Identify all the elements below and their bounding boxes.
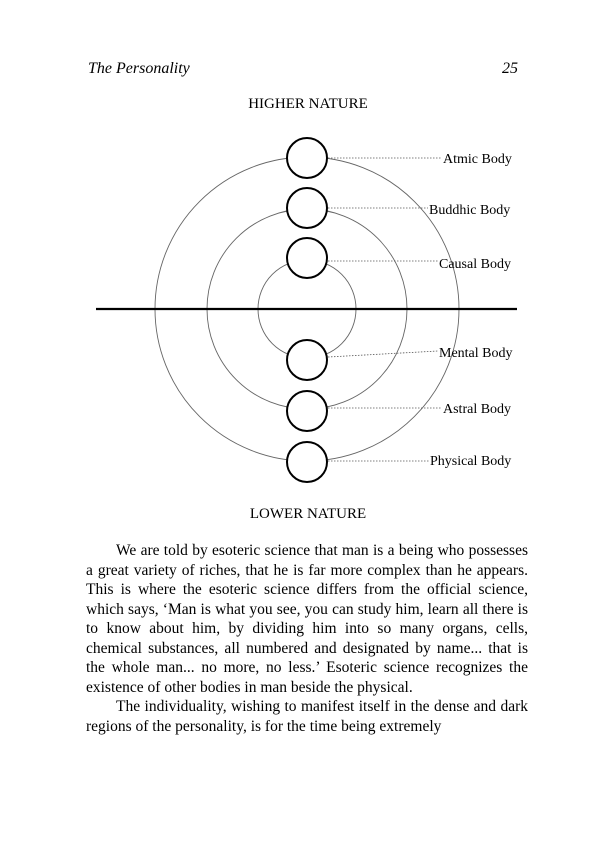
label-causal-body: Causal Body — [439, 257, 511, 272]
label-mental-body: Mental Body — [439, 346, 513, 361]
paragraph: We are told by esoteric science that man is a being who possesses a great variety of riches, that he is far more complex than he appears. This is where the esoteric science differs from the official science, which says, ‘Man is what you see, you can study him, learn all there is to know about him, by dividing him into so many organs, cells, chemical substances, all numbered and designated by name... that is the whole man... no more, no less.’ Esoteric science recognizes the existence of other bodies in man beside the physical. — [86, 542, 528, 696]
causal-body-circle — [287, 238, 327, 278]
atmic-body-circle — [287, 138, 327, 178]
running-title: The Personality — [88, 60, 190, 77]
page-number: 25 — [502, 60, 518, 77]
higher-nature-title: HIGHER NATURE — [248, 96, 368, 112]
paragraph: The individuality, wishing to manifest itself in the dense and dark regions of the personality, is for the time being extremely — [86, 698, 528, 735]
mental-body-circle — [287, 340, 327, 380]
physical-body-circle — [287, 442, 327, 482]
lower-nature-title: LOWER NATURE — [249, 506, 367, 522]
buddhic-body-circle — [287, 188, 327, 228]
label-atmic-body: Atmic Body — [443, 152, 512, 167]
label-physical-body: Physical Body — [430, 454, 512, 469]
body-text — [86, 541, 528, 736]
label-buddhic-body: Buddhic Body — [429, 203, 511, 218]
label-astral-body: Astral Body — [443, 402, 512, 417]
astral-body-circle — [287, 391, 327, 431]
leader-mental — [328, 351, 438, 357]
